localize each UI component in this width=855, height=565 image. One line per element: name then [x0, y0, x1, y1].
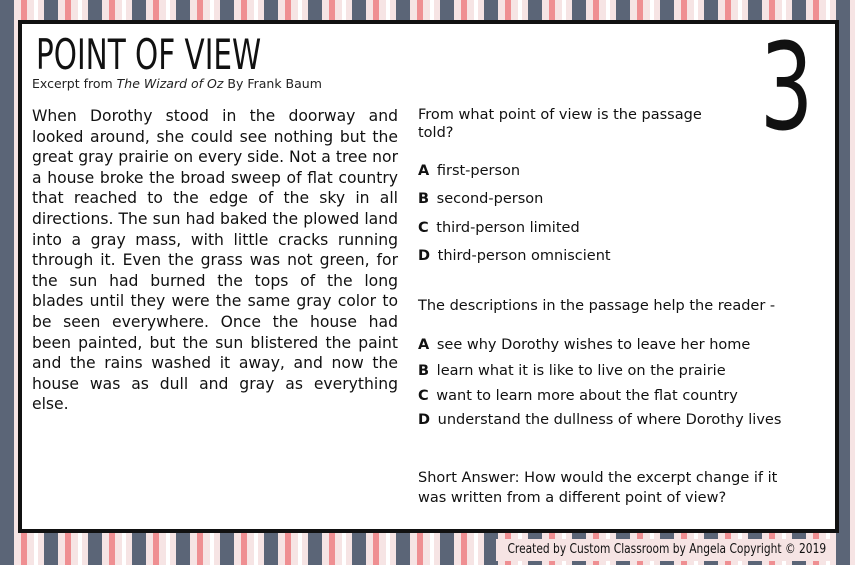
option-text: second-person: [436, 191, 544, 207]
option-letter: C: [418, 388, 429, 404]
excerpt-source: [32, 76, 322, 91]
option-text: third-person limited: [436, 220, 580, 236]
question-1-option-c: [418, 220, 580, 236]
option-letter: A: [418, 337, 430, 353]
question-3-prompt: Short Answer: How would the excerpt change if it was written from a different point of view?: [418, 470, 778, 506]
question-1-option-a: [418, 163, 520, 179]
question-1-option-b: [418, 191, 543, 207]
question-2-option-a: [418, 337, 750, 353]
option-text: first-person: [436, 163, 521, 179]
option-text: understand the dullness of where Dorothy lives: [437, 412, 782, 428]
card-number: 3: [759, 19, 813, 158]
question-2-option-b: [418, 363, 726, 379]
option-text: learn what it is like to live on the prairie: [436, 363, 726, 379]
question-1-prompt: From what point of view is the passage told?: [418, 107, 702, 141]
question-2-option-c: [418, 388, 738, 404]
option-letter: A: [418, 163, 430, 179]
passage-text: When Dorothy stood in the doorway and looked around, she could see nothing but the great gray prairie on every side. Not a tree nor a house broke the broad sweep of flat country that reached to the edge of the sky in all directions. The sun had baked the plowed land into a gray mass, with little cracks running through it. Even the grass was not green, for the sun had burned the tops of the long blades until they were the same gray color to be seen everywhere. Once the house had been painted, but the sun blistered the paint and the rains washed it away, and now the house was as dull and gray as everything else.: [32, 107, 398, 414]
option-letter: D: [418, 248, 431, 264]
subtitle-author: By Frank Baum: [223, 76, 322, 91]
question-1-option-d: [418, 248, 611, 264]
book-title: The Wizard of Oz: [116, 76, 224, 91]
option-letter: B: [418, 363, 430, 379]
copyright-credit: Created by Custom Classroom by Angela Copyright © 2019: [496, 539, 831, 561]
option-text: see why Dorothy wishes to leave her home: [436, 337, 751, 353]
option-text: want to learn more about the flat country: [436, 388, 738, 404]
subtitle-prefix: Excerpt from: [32, 76, 117, 91]
option-letter: C: [418, 220, 429, 236]
option-letter: D: [418, 412, 431, 428]
page-title: POINT OF VIEW: [36, 30, 262, 79]
question-2-prompt: The descriptions in the passage help the reader -: [418, 298, 776, 314]
question-2-option-d: [418, 412, 781, 428]
task-card: [18, 20, 839, 533]
option-text: third-person omniscient: [437, 248, 611, 264]
option-letter: B: [418, 191, 430, 207]
